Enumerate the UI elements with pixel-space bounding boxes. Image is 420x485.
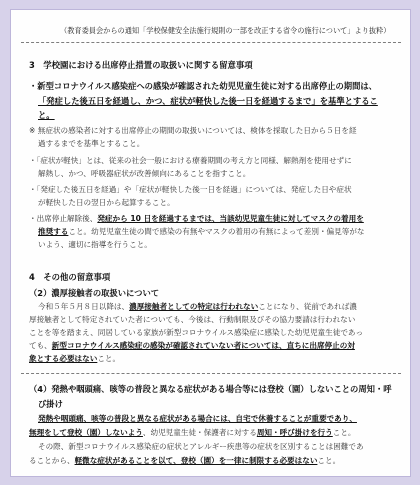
section-4-heading: 4 その他の留意事項 bbox=[29, 272, 111, 282]
section-4-4-heading-line-1: （4）発熱や咽頭痛、咳等の普段と異なる症状がある場合等には登校（園）しないことの周知・呼 bbox=[29, 384, 392, 394]
para-4-line-2-emphasis-1: 無理をして登校（園）しないよう bbox=[29, 428, 143, 437]
sub-3-line-1 bbox=[29, 215, 364, 223]
para-4-line-1: 発熱や咽頭痛、咳等の普段と異なる症状がある場合には、自宅で休養することが重要であり、 bbox=[38, 414, 357, 423]
sub-3-line-2 bbox=[38, 228, 365, 236]
sub-3-line-2-rest: こと。幼児児童生徒の間で感染の有無やマスクの着用の有無によって差別・偏見等がな bbox=[68, 227, 365, 236]
para-4-line-2-emphasis-2: 周知・呼び掛けを行う bbox=[256, 428, 333, 437]
sub-3-line-1-emphasis: 発症から 10 日を経過するまでは、当該幼児児童生徒に対してマスクの着用を bbox=[97, 214, 364, 223]
sub-3-line-1-lead: ・出席停止解除後、 bbox=[29, 214, 98, 223]
para-4-line-4-emphasis: 軽微な症状があることを以て、登校（園）を一律に制限する必要はない bbox=[74, 456, 318, 465]
para-4-line-2-end: こと。 bbox=[332, 428, 356, 437]
para-2-line-1-emphasis: 濃厚接触者としての特定は行われない bbox=[129, 302, 259, 311]
note-line-2: 過するまでを基準とすること。 bbox=[38, 139, 145, 148]
sub-3-line-2-emphasis: 推奨する bbox=[38, 227, 69, 236]
para-2-line-3: ことを等を踏まえ、同居している家族が新型コロナウイルス感染症に感染した幼児児童生徒であっ bbox=[29, 328, 364, 337]
sub-2-line-2: が軽快した日の翌日から起算すること。 bbox=[38, 198, 175, 207]
para-4-line-4 bbox=[29, 457, 340, 465]
para-2-line-4-emphasis: 新型コロナウイルス感染症の感染が確認されていない者については、直ちに出席停止の対 bbox=[51, 341, 355, 350]
para-4-line-2-mid: 、幼児児童生徒・保護者に対する bbox=[142, 428, 257, 437]
document-panel bbox=[10, 9, 411, 477]
para-2-line-1-rest: ことになり、従前であれば濃 bbox=[258, 302, 357, 311]
sub-1-line-1: ・「症状が軽快」とは、従来の社会一般における療養期間の考え方と同様、解熱剤を使用せずに bbox=[29, 156, 352, 165]
para-2-line-1 bbox=[38, 303, 357, 311]
para-4-line-4-end: こと。 bbox=[317, 456, 341, 465]
sub-2-line-1: ・「発症した後五日を経過」や「症状が軽快した後一日を経過」については、発症した日や症状 bbox=[29, 185, 352, 194]
top-divider bbox=[21, 42, 401, 43]
para-2-line-5-rest: こと。 bbox=[97, 354, 121, 363]
note-line-1: ※ 無症状の感染者に対する出席停止の期間の取扱いについては、検体を採取した日から５日を経 bbox=[29, 126, 357, 135]
para-4-line-4-lead: ることから、 bbox=[29, 456, 75, 465]
para-2-line-1-lead: 今和５年５月８日以降は、 bbox=[38, 302, 130, 311]
section-3-bullet-1-line-3: と。 bbox=[38, 110, 55, 120]
section-4-2-heading: （2）濃厚接触者の取扱いについて bbox=[29, 288, 160, 298]
section-3-heading: 3 学校園における出席停止措置の取扱いに関する留意事項 bbox=[29, 60, 253, 70]
section-3-bullet-1-line-1: ・新型コロナウイルス感染症への感染が確認された幼児児童生徒に対する出席停止の期間は、 bbox=[29, 81, 377, 91]
section-3-bullet-1-line-2: 「発症した後五日を経過し、かつ、症状が軽快した後一日を経過するまで」を基準とするこ bbox=[38, 96, 378, 106]
para-2-line-4-lead: ても、 bbox=[29, 341, 52, 350]
para-4-line-3: その際、新型コロナウイルス感染症の症状とアレルギー疾患等の症状を区別することは困難であ bbox=[38, 442, 364, 451]
para-4-line-2 bbox=[29, 429, 356, 437]
mid-divider bbox=[21, 373, 401, 374]
para-2-line-2: 厚接触者として特定されていた者についても、今後は、行動制限及びその協力要請は行われない bbox=[29, 315, 356, 324]
sub-1-line-2: 解熱し、かつ、呼吸器症状が改善傾向にあることを指すこと。 bbox=[38, 169, 251, 178]
source-caption: （教育委員会からの通知「学校保健安全法施行規則の一部を改正する省令の施行について」より抜粋） bbox=[60, 26, 391, 35]
para-2-line-4 bbox=[29, 342, 355, 350]
para-2-line-5 bbox=[29, 355, 120, 363]
section-4-4-heading-line-2: び掛け bbox=[38, 399, 63, 409]
para-2-line-5-emphasis: 象とする必要はない bbox=[29, 354, 98, 363]
sub-3-line-3: いよう、適切に指導を行うこと。 bbox=[38, 240, 152, 249]
